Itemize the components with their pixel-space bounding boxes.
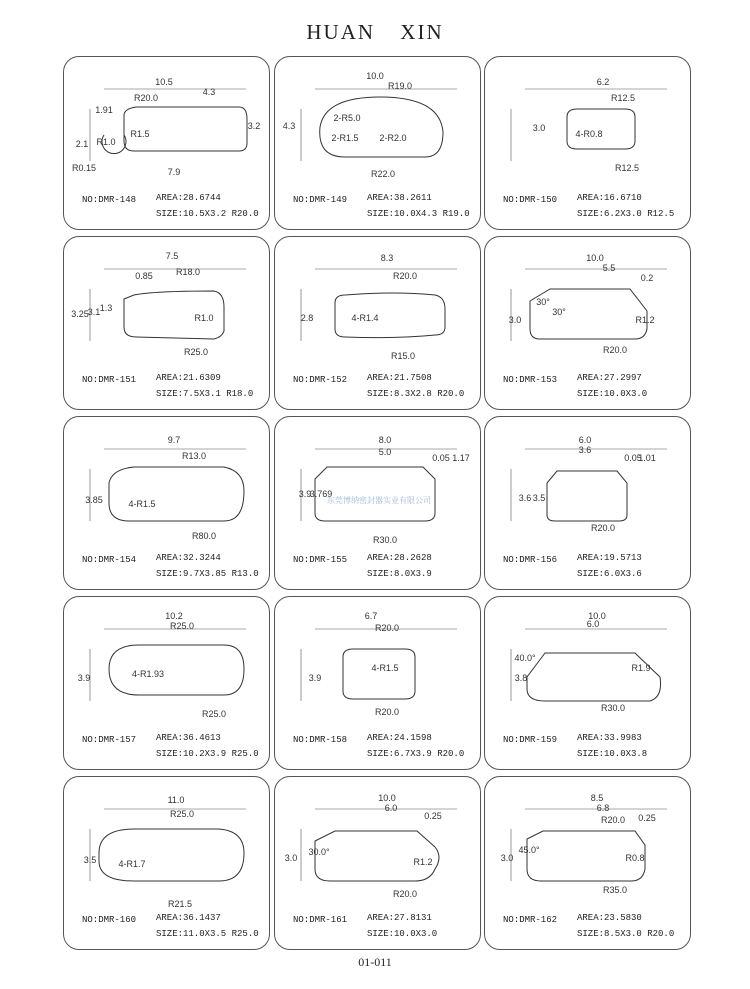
profile-outline xyxy=(109,467,244,521)
part-number: NO:DMR-161 xyxy=(293,915,348,925)
area-value: AREA:21.7508 xyxy=(367,373,432,383)
part-number: NO:DMR-159 xyxy=(503,735,558,745)
dimension-label: 1.91 xyxy=(95,105,113,115)
profile-card xyxy=(63,416,270,590)
dimension-label: 6.0 xyxy=(578,435,592,445)
size-value: SIZE:10.0X3.8 xyxy=(577,749,648,759)
dimension-label: R22.0 xyxy=(370,169,396,179)
dimension-label: 4-R1.7 xyxy=(118,859,146,869)
profile-card xyxy=(63,236,270,410)
dimension-label: R30.0 xyxy=(600,703,626,713)
dimension-label: 3.2 xyxy=(247,121,261,131)
size-value: SIZE:11.0X3.5 R25.0 xyxy=(156,929,259,939)
dimension-label: R21.5 xyxy=(167,899,193,909)
dimension-label: 3.9 xyxy=(308,673,322,683)
part-number: NO:DMR-158 xyxy=(293,735,348,745)
area-value: AREA:36.1437 xyxy=(156,913,221,923)
dimension-label: R0.15 xyxy=(71,163,97,173)
dimension-label: 10.0 xyxy=(378,793,396,803)
profile-outline xyxy=(343,649,415,699)
profile-card xyxy=(63,56,270,230)
dimension-label: 5.5 xyxy=(602,263,616,273)
dimension-label: 2.1 xyxy=(75,139,89,149)
dimension-label: R12.5 xyxy=(610,93,636,103)
dimension-label: 3.9 xyxy=(77,673,91,683)
part-number: NO:DMR-152 xyxy=(293,375,348,385)
dimension-label: R1.9 xyxy=(631,663,651,673)
dimension-label: 8.3 xyxy=(380,253,394,263)
dimension-label: 3.5 xyxy=(83,855,97,865)
size-value: SIZE:9.7X3.85 R13.0 xyxy=(156,569,259,579)
part-number: NO:DMR-162 xyxy=(503,915,558,925)
dimension-label: 2-R2.0 xyxy=(379,133,407,143)
profile-card xyxy=(63,776,270,950)
area-value: AREA:19.5713 xyxy=(577,553,642,563)
dimension-label: 3.85 xyxy=(85,495,103,505)
size-value: SIZE:10.5X3.2 R20.0 xyxy=(156,209,259,219)
dimension-label: 6.0 xyxy=(586,619,600,629)
dimension-label: R19.0 xyxy=(387,81,413,91)
dimension-label: 3.5 xyxy=(532,493,546,503)
dimension-label: 3.8 xyxy=(514,673,528,683)
dimension-label: R13.0 xyxy=(181,451,207,461)
dimension-label: R1.2 xyxy=(413,857,433,867)
dimension-label: R35.0 xyxy=(602,885,628,895)
dimension-label: R20.0 xyxy=(374,707,400,717)
size-value: SIZE:6.0X3.6 xyxy=(577,569,642,579)
dimension-label: 2.8 xyxy=(300,313,314,323)
dimension-label: 3.0 xyxy=(532,123,546,133)
dimension-label: 4.3 xyxy=(282,121,296,131)
dimension-label: R20.0 xyxy=(590,523,616,533)
dimension-label: 7.9 xyxy=(167,167,181,177)
profile-card xyxy=(484,56,691,230)
part-number: NO:DMR-160 xyxy=(82,915,137,925)
size-value: SIZE:10.0X3.0 xyxy=(367,929,438,939)
profile-card xyxy=(274,56,481,230)
profile-card xyxy=(484,596,691,770)
part-number: NO:DMR-155 xyxy=(293,555,348,565)
profile-card xyxy=(484,236,691,410)
dimension-label: 4-R1.5 xyxy=(128,499,156,509)
dimension-label: 4.3 xyxy=(202,87,216,97)
dimension-label: 11.0 xyxy=(167,795,185,805)
area-value: AREA:28.6744 xyxy=(156,193,221,203)
dimension-label: 45.0° xyxy=(518,845,540,855)
dimension-label: 3.0 xyxy=(508,315,522,325)
dimension-label: R25.0 xyxy=(169,809,195,819)
area-value: AREA:36.4613 xyxy=(156,733,221,743)
dimension-label: 4-R1.4 xyxy=(351,313,379,323)
area-value: AREA:33.9983 xyxy=(577,733,642,743)
dimension-label: 1.17 xyxy=(452,453,470,463)
dimension-label: R1.0 xyxy=(96,137,116,147)
part-number: NO:DMR-149 xyxy=(293,195,348,205)
area-value: AREA:23.5830 xyxy=(577,913,642,923)
dimension-label: R80.0 xyxy=(191,531,217,541)
page-title: HUAN XIN xyxy=(306,20,444,44)
dimension-label: 0.2 xyxy=(640,273,654,283)
dimension-label: 10.5 xyxy=(155,77,173,87)
dimension-label: R15.0 xyxy=(390,351,416,361)
dimension-label: R30.0 xyxy=(372,535,398,545)
dimension-label: 30.0° xyxy=(308,847,330,857)
part-number: NO:DMR-154 xyxy=(82,555,137,565)
dimension-label: 9.7 xyxy=(167,435,181,445)
dimension-label: 1.3 xyxy=(99,303,113,313)
part-number: NO:DMR-156 xyxy=(503,555,558,565)
dimension-label: 3.1 xyxy=(87,307,101,317)
profile-card xyxy=(484,416,691,590)
dimension-label: 7.5 xyxy=(165,251,179,261)
profile-card xyxy=(274,416,481,590)
size-value: SIZE:6.2X3.0 R12.5 xyxy=(577,209,675,219)
profile-outline xyxy=(320,97,443,157)
dimension-label: 8.0 xyxy=(378,435,392,445)
dimension-label: 3.25 xyxy=(71,309,89,319)
dimension-label: R25.0 xyxy=(183,347,209,357)
area-value: AREA:27.8131 xyxy=(367,913,432,923)
profile-outline xyxy=(527,653,661,701)
part-number: NO:DMR-151 xyxy=(82,375,137,385)
profile-outline xyxy=(547,471,627,521)
dimension-label: R1.5 xyxy=(130,129,150,139)
dimension-label: R20.0 xyxy=(392,889,418,899)
dimension-label: 0.25 xyxy=(638,813,656,823)
dimension-label: 5.0 xyxy=(378,447,392,457)
dimension-label: R20.0 xyxy=(600,815,626,825)
size-value: SIZE:8.5X3.0 R20.0 xyxy=(577,929,675,939)
area-value: AREA:28.2628 xyxy=(367,553,432,563)
dimension-label: 3.9 xyxy=(298,489,312,499)
dimension-label: 40.0° xyxy=(514,653,536,663)
part-number: NO:DMR-148 xyxy=(82,195,137,205)
profile-outline xyxy=(315,831,439,881)
dimension-label: R25.0 xyxy=(201,709,227,719)
dimension-label: 8.5 xyxy=(590,793,604,803)
dimension-label: R18.0 xyxy=(175,267,201,277)
dimension-label: R1.2 xyxy=(635,315,655,325)
dimension-label: 6.2 xyxy=(596,77,610,87)
profile-outline xyxy=(99,829,244,881)
dimension-label: 30° xyxy=(536,297,550,307)
area-value: AREA:16.6710 xyxy=(577,193,642,203)
size-value: SIZE:6.7X3.9 R20.0 xyxy=(367,749,465,759)
dimension-label: 3.0 xyxy=(284,853,298,863)
size-value: SIZE:8.3X2.8 R20.0 xyxy=(367,389,465,399)
dimension-label: 0.05 xyxy=(432,453,450,463)
profile-outline xyxy=(315,467,435,521)
page-number: 01-011 xyxy=(358,955,392,969)
dimension-label: 10.0 xyxy=(586,253,604,263)
dimension-label: 6.7 xyxy=(364,611,378,621)
area-value: AREA:38.2611 xyxy=(367,193,432,203)
dimension-label: 0.85 xyxy=(135,271,153,281)
dimension-label: 3.6 xyxy=(578,445,592,455)
dimension-label: 3.769 xyxy=(309,489,333,499)
size-value: SIZE:10.0X3.0 xyxy=(577,389,648,399)
dimension-label: 3.6 xyxy=(518,493,532,503)
dimension-label: 2-R5.0 xyxy=(333,113,361,123)
dimension-label: 4-R0.8 xyxy=(575,129,603,139)
dimension-label: 6.8 xyxy=(596,803,610,813)
dimension-label: 10.0 xyxy=(588,611,606,621)
part-number: NO:DMR-153 xyxy=(503,375,558,385)
dimension-label: 0.05 xyxy=(624,453,642,463)
profile-card xyxy=(274,596,481,770)
dimension-label: 1.01 xyxy=(638,453,656,463)
dimension-label: R12.5 xyxy=(614,163,640,173)
dimension-label: R20.0 xyxy=(133,93,159,103)
dimension-label: 2-R1.5 xyxy=(331,133,359,143)
dimension-label: R25.0 xyxy=(169,621,195,631)
profile-outline xyxy=(102,107,247,154)
area-value: AREA:24.1598 xyxy=(367,733,432,743)
dimension-label: 10.0 xyxy=(366,71,384,81)
profile-card xyxy=(274,776,481,950)
dimension-label: R20.0 xyxy=(602,345,628,355)
dimension-label: R0.8 xyxy=(625,853,645,863)
dimension-label: 0.25 xyxy=(424,811,442,821)
profile-card xyxy=(274,236,481,410)
part-number: NO:DMR-150 xyxy=(503,195,558,205)
dimension-label: 3.0 xyxy=(500,853,514,863)
part-number: NO:DMR-157 xyxy=(82,735,137,745)
dimension-label: 10.2 xyxy=(165,611,183,621)
dimension-label: 4-R1.5 xyxy=(371,663,399,673)
size-value: SIZE:7.5X3.1 R18.0 xyxy=(156,389,254,399)
size-value: SIZE:10.0X4.3 R19.0 xyxy=(367,209,470,219)
dimension-label: R20.0 xyxy=(392,271,418,281)
dimension-label: 4-R1.93 xyxy=(131,669,165,679)
size-value: SIZE:10.2X3.9 R25.0 xyxy=(156,749,259,759)
profile-card xyxy=(484,776,691,950)
area-value: AREA:32.3244 xyxy=(156,553,221,563)
dimension-label: R20.0 xyxy=(374,623,400,633)
area-value: AREA:27.2997 xyxy=(577,373,642,383)
dimension-label: R1.0 xyxy=(194,313,214,323)
dimension-label: 6.0 xyxy=(384,803,398,813)
profile-card xyxy=(63,596,270,770)
watermark: 东莞博纳密封器实业有限公司 xyxy=(327,496,431,505)
dimension-label: 30° xyxy=(552,307,566,317)
size-value: SIZE:8.0X3.9 xyxy=(367,569,432,579)
profile-outline xyxy=(109,645,244,695)
area-value: AREA:21.6309 xyxy=(156,373,221,383)
